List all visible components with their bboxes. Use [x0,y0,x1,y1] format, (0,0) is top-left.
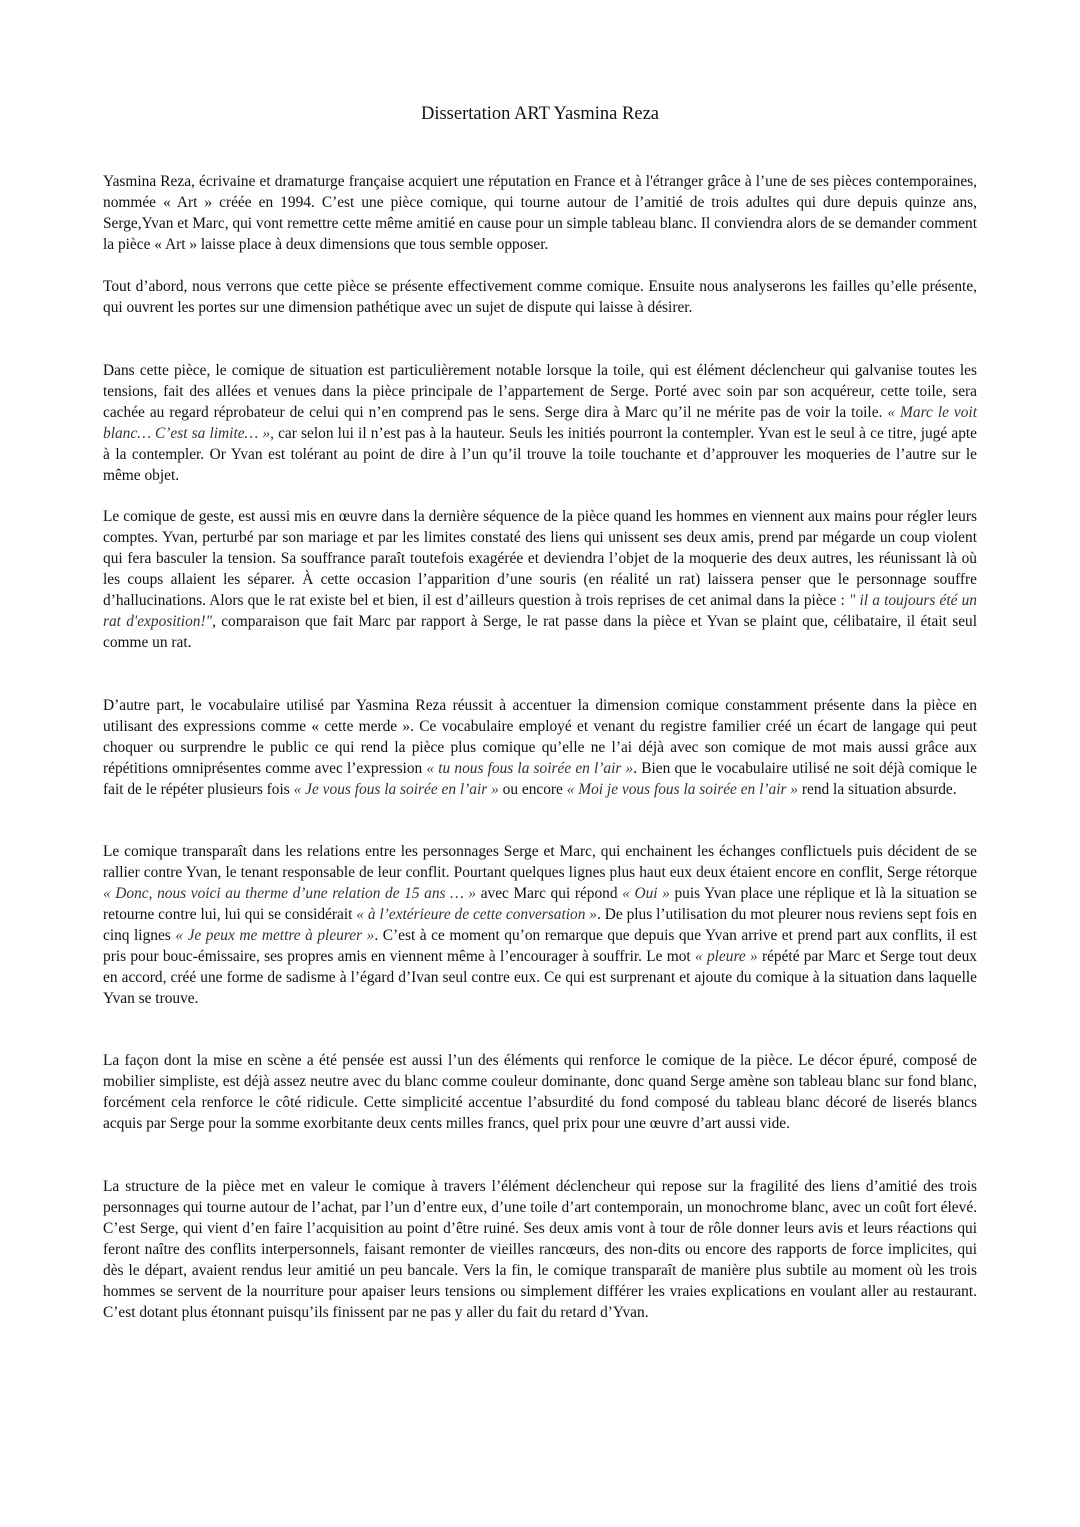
body-text: Le comique de geste, est aussi mis en œuvre dans la dernière séquence de la pièce quand les hommes en viennent aux mains pour régler leurs comptes. Yvan, perturbé par son mariage et par les limites constaté des liens qui unissent ses deux amis, prend par mégarde un coup violent qui fera basculer la tension. Sa souffrance paraît toutefois exagérée et deviendra l’objet de la moquerie des deux autres, les réunissant là où les coups allaient les séparer. À cette occasion l’apparition d’une souris (en réalité un rat) laissera penser que le personnage souffre d’hallucinations. Alors que le rat existe bel et bien, il est d’ailleurs question à trois reprises de cet animal dans la pièce : [103,508,977,609]
body-text: Dans cette pièce, le comique de situation est particulièrement notable lorsque la toile, qui est élément déclencheur qui galvanise toutes les tensions, fait des allées et venues dans la pièce principale de l’appartement de Serge. Porté avec soin par son acquéreur, cette toile, sera cachée au regard réprobateur de celui qui n’en comprend pas le sens. Serge dira à Marc qu’il ne mérite pas de voir la toile. [103,362,977,421]
body-text: D’autre part, le vocabulaire utilisé par Yasmina Reza réussit à accentuer la dimension comique constamment présente dans la pièce en utilisant des expressions comme « cette merde ». Ce vocabulaire employé et venant du registre familier créé un écart de langage qui peut choquer ou surprendre le public ce qui rend la pièce plus comique qu’elle ne l’ai déjà avec son comique de mot mais aussi grâce aux répétitions omniprésentes comme avec l’expression [103,697,977,777]
paragraph-introduction [103,171,977,255]
quotation-text: « pleure » [694,948,758,965]
quotation-text: « Je peux me mettre à pleurer » [175,927,375,944]
quotation-text: « Oui » [622,885,670,902]
quotation-text: « Je vous fous la soirée en l’air » [293,781,499,798]
body-text: Le comique transparaît dans les relations entre les personnages Serge et Marc, qui enchainent les échanges conflictuels puis décident de se rallier contre Yvan, le tenant responsable de leur conflit. Pourtant quelques lignes plus haut eux deux étaient encore en conflit, Serge rétorque [103,843,977,881]
body-text: avec Marc qui répond [476,885,623,902]
body-text: répété par Marc et Serge tout deux en accord, créé une forme de sadisme à l’égard d’Ivan seul contre eux. Ce qui est surprenant et ajoute du comique à la situation dans laquelle Yvan se trouve. [103,948,977,1007]
body-text: . C’est à ce moment qu’on remarque que depuis que Yvan arrive et prend part aux conflits, il est pris pour bouc-émissaire, ses propres amis en viennent même à l’encourager à souffrir. Le mot [103,927,977,965]
body-text: Tout d’abord, nous verrons que cette pièce se présente effectivement comme comique. Ensuite nous analyserons les failles qu’elle présente, qui ouvrent les portes sur une dimension pathétique avec un sujet de dispute qui laisse à désirer. [103,278,977,316]
body-text: ou encore [498,781,567,798]
body-text: puis Yvan place une réplique et là la situation se retourne contre lui, lui qui se considérait [103,885,978,923]
paragraph-structure [103,1176,977,1323]
body-text: rend la situation absurde. [798,781,957,798]
document-title: Dissertation ART Yasmina Reza [420,104,659,124]
quotation-text: « Moi je vous fous la soirée en l’air » [566,781,799,798]
body-text: . De plus l’utilisation du mot pleurer nous reviens sept fois en cinq lignes [103,906,978,944]
paragraph-vocabulaire [103,695,977,800]
paragraph-relations [103,841,977,1009]
body-text: La structure de la pièce met en valeur le comique à travers l’élément déclencheur qui repose sur la fragilité des liens d’amitié des trois personnages qui tourne autour de l’achat, par l’un d’entre eux, d’une toile d’art contemporain, un monochrome blanc, avec un coût fort élevé. C’est Serge, qui vient d’en faire l’acquisition au point d’être ruiné. Ses deux amis vont à tour de rôle donner leurs avis et leurs réactions qui feront naître des conflits interpersonnels, faisant remonter de vieilles rancœurs, des non-dits ou encore des rapports de force implicites, qui dès le départ, avaient rendus leur amitié un peu bancale. Vers la fin, le comique transparaît de manière plus subtile au moment où les trois hommes se servent de la nourriture pour apaiser leurs tensions ou simplement différer les vraies explications en voulant aller au restaurant. C’est dotant plus étonnant puisqu’ils finissent par ne pas y aller du fait du retard d’Yvan. [103,1178,977,1321]
quotation-text: « Marc le voit blanc… C’est sa limite… », [103,404,977,442]
paragraph-mise-en-scene [103,1050,977,1134]
body-text: car selon lui il n’est pas à la hauteur. Seuls les initiés pourront la contempler. Yvan est le seul à ce titre, jugé apte à la contempler. Or Yvan est tolérant au point de dire à l’un qu’il trouve la toile touchante et d’approuver les moqueries de l’autre sur le même objet. [103,425,977,484]
body-text: La façon dont la mise en scène a été pensée est aussi l’un des éléments qui renforce le comique de la pièce. Le décor épuré, composé de mobilier simpliste, est déjà assez neutre avec du blanc comme couleur dominante, donc quand Serge amène son tableau blanc sur fond blanc, forcément cela renforce le côté ridicule. Cette simplicité accentue l’absurdité du fond composé du tableau blanc décoré de liserés blancs acquis par Serge pour la somme exorbitante deux cents milles francs, quel prix pour une œuvre d’art aussi vide. [103,1052,977,1132]
paragraph-plan [103,276,977,318]
quotation-text: « tu nous fous la soirée en l’air » [426,760,634,777]
paragraph-comique-situation [103,360,977,486]
quotation-text: « Donc, nous voici au therme d’une relation de 15 ans … » [103,885,477,902]
body-text: Yasmina Reza, écrivaine et dramaturge française acquiert une réputation en France et à l'étranger grâce à l’une de ses pièces contemporaines, nommée « Art » créée en 1994. C’est une pièce comique, qui tourne autour de l’amitié de trois adultes qui dure depuis quinze ans, Serge,Yvan et Marc, qui vont remettre cette même amitié en cause pour un simple tableau blanc. Il conviendra alors de se demander comment la pièce « Art » laisse place à deux dimensions que tous semble opposer. [103,173,977,253]
paragraph-comique-geste [103,506,977,653]
body-text: , comparaison que fait Marc par rapport à Serge, le rat passe dans la pièce et Yvan se plaint que, célibataire, il était seul comme un rat. [103,613,977,651]
quotation-text: « à l’extérieure de cette conversation » [356,906,597,923]
quotation-text: " il a toujours été un rat d'exposition!" [103,592,978,630]
body-text: . Bien que le vocabulaire utilisé ne soit déjà comique le fait de le répéter plusieurs fois [103,760,977,798]
